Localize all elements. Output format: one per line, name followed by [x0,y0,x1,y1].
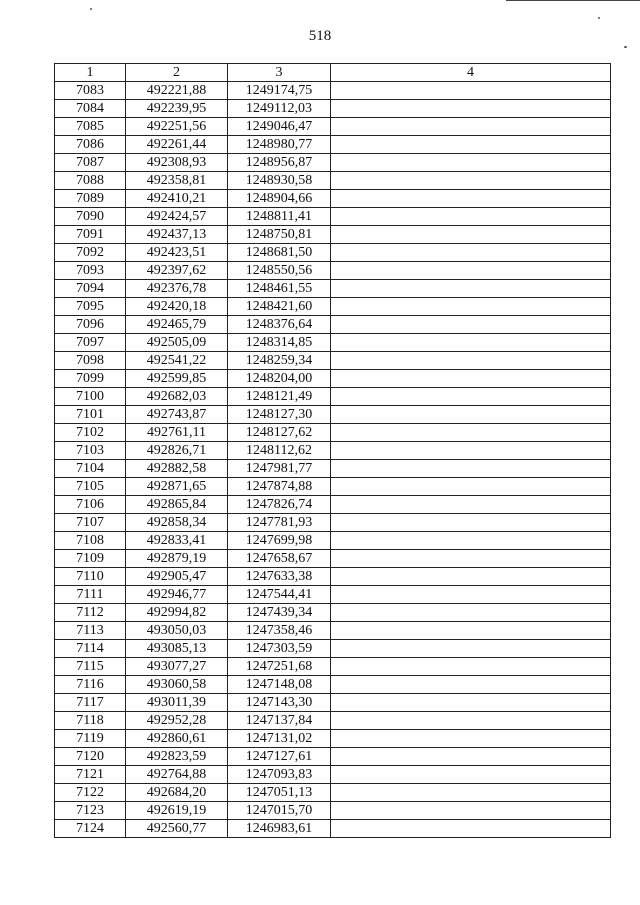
x-coordinate-cell: 492420,18 [126,298,228,316]
point-number-cell: 7088 [55,172,126,190]
table-row [55,478,611,496]
note-cell [331,496,611,514]
point-number-cell: 7104 [55,460,126,478]
note-cell [331,748,611,766]
y-coordinate-cell: 1247015,70 [228,802,331,820]
y-coordinate-cell: 1247137,84 [228,712,331,730]
note-cell [331,244,611,262]
table-row [55,532,611,550]
note-cell [331,172,611,190]
note-cell [331,226,611,244]
x-coordinate-cell: 492879,19 [126,550,228,568]
point-number-cell: 7120 [55,748,126,766]
table-row [55,640,611,658]
scan-speck [624,46,627,48]
x-coordinate-cell: 492865,84 [126,496,228,514]
y-coordinate-cell: 1247093,83 [228,766,331,784]
y-coordinate-cell: 1247051,13 [228,784,331,802]
table-row [55,460,611,478]
note-cell [331,514,611,532]
y-coordinate-cell: 1247439,34 [228,604,331,622]
note-cell [331,100,611,118]
x-coordinate-cell: 493077,27 [126,658,228,676]
note-cell [331,694,611,712]
table-row [55,136,611,154]
table-row [55,424,611,442]
note-cell [331,550,611,568]
point-number-cell: 7096 [55,316,126,334]
note-cell [331,316,611,334]
point-number-cell: 7111 [55,586,126,604]
point-number-cell: 7108 [55,532,126,550]
note-cell [331,532,611,550]
table-row [55,550,611,568]
coordinates-table [54,63,611,838]
x-coordinate-cell: 492599,85 [126,370,228,388]
note-cell [331,190,611,208]
y-coordinate-cell: 1248112,62 [228,442,331,460]
table-row [55,514,611,532]
x-coordinate-cell: 492946,77 [126,586,228,604]
y-coordinate-cell: 1248127,30 [228,406,331,424]
point-number-cell: 7085 [55,118,126,136]
y-coordinate-cell: 1246983,61 [228,820,331,838]
y-coordinate-cell: 1247127,61 [228,748,331,766]
scan-speck [90,8,92,10]
y-coordinate-cell: 1248421,60 [228,298,331,316]
x-coordinate-cell: 492251,56 [126,118,228,136]
x-coordinate-cell: 492905,47 [126,568,228,586]
table-row [55,298,611,316]
point-number-cell: 7098 [55,352,126,370]
point-number-cell: 7084 [55,100,126,118]
note-cell [331,442,611,460]
point-number-cell: 7117 [55,694,126,712]
y-coordinate-cell: 1249046,47 [228,118,331,136]
x-coordinate-cell: 492308,93 [126,154,228,172]
table-row [55,352,611,370]
note-cell [331,820,611,838]
x-coordinate-cell: 492619,19 [126,802,228,820]
note-cell [331,208,611,226]
table-row [55,280,611,298]
point-number-cell: 7123 [55,802,126,820]
point-number-cell: 7106 [55,496,126,514]
table-row [55,712,611,730]
point-number-cell: 7102 [55,424,126,442]
note-cell [331,118,611,136]
x-coordinate-cell: 492860,61 [126,730,228,748]
y-coordinate-cell: 1248904,66 [228,190,331,208]
x-coordinate-cell: 492682,03 [126,388,228,406]
y-coordinate-cell: 1247826,74 [228,496,331,514]
y-coordinate-cell: 1247544,41 [228,586,331,604]
x-coordinate-cell: 492882,58 [126,460,228,478]
x-coordinate-cell: 492684,20 [126,784,228,802]
point-number-cell: 7099 [55,370,126,388]
x-coordinate-cell: 492994,82 [126,604,228,622]
y-coordinate-cell: 1247699,98 [228,532,331,550]
note-cell [331,478,611,496]
point-number-cell: 7112 [55,604,126,622]
point-number-cell: 7119 [55,730,126,748]
y-coordinate-cell: 1247633,38 [228,568,331,586]
x-coordinate-cell: 492871,65 [126,478,228,496]
x-coordinate-cell: 492833,41 [126,532,228,550]
table-row [55,568,611,586]
point-number-cell: 7113 [55,622,126,640]
x-coordinate-cell: 492541,22 [126,352,228,370]
point-number-cell: 7118 [55,712,126,730]
x-coordinate-cell: 492743,87 [126,406,228,424]
note-cell [331,424,611,442]
x-coordinate-cell: 492465,79 [126,316,228,334]
note-cell [331,676,611,694]
x-coordinate-cell: 492376,78 [126,280,228,298]
x-coordinate-cell: 492397,62 [126,262,228,280]
table-row [55,766,611,784]
point-number-cell: 7097 [55,334,126,352]
x-coordinate-cell: 492761,11 [126,424,228,442]
x-coordinate-cell: 492560,77 [126,820,228,838]
table-row [55,658,611,676]
x-coordinate-cell: 492437,13 [126,226,228,244]
y-coordinate-cell: 1247143,30 [228,694,331,712]
x-coordinate-cell: 492261,44 [126,136,228,154]
table-row [55,388,611,406]
y-coordinate-cell: 1247658,67 [228,550,331,568]
note-cell [331,712,611,730]
note-cell [331,658,611,676]
x-coordinate-cell: 493060,58 [126,676,228,694]
note-cell [331,766,611,784]
note-cell [331,388,611,406]
point-number-cell: 7083 [55,82,126,100]
x-coordinate-cell: 492239,95 [126,100,228,118]
note-cell [331,622,611,640]
table-row [55,190,611,208]
x-coordinate-cell: 492952,28 [126,712,228,730]
x-coordinate-cell: 492358,81 [126,172,228,190]
table-row [55,694,611,712]
x-coordinate-cell: 492858,34 [126,514,228,532]
table-row [55,370,611,388]
note-cell [331,262,611,280]
table-row [55,406,611,424]
note-cell [331,460,611,478]
point-number-cell: 7100 [55,388,126,406]
scan-edge-line [506,0,640,1]
table-row [55,172,611,190]
point-number-cell: 7091 [55,226,126,244]
point-number-cell: 7086 [55,136,126,154]
table-row [55,226,611,244]
column-header-3: 3 [228,64,331,82]
table-row [55,334,611,352]
y-coordinate-cell: 1248314,85 [228,334,331,352]
note-cell [331,730,611,748]
table-row [55,586,611,604]
point-number-cell: 7093 [55,262,126,280]
x-coordinate-cell: 492410,21 [126,190,228,208]
point-number-cell: 7105 [55,478,126,496]
y-coordinate-cell: 1248204,00 [228,370,331,388]
note-cell [331,568,611,586]
table-row [55,604,611,622]
table-row [55,442,611,460]
y-coordinate-cell: 1248127,62 [228,424,331,442]
y-coordinate-cell: 1248980,77 [228,136,331,154]
y-coordinate-cell: 1247358,46 [228,622,331,640]
y-coordinate-cell: 1249174,75 [228,82,331,100]
table-row [55,118,611,136]
point-number-cell: 7101 [55,406,126,424]
y-coordinate-cell: 1248956,87 [228,154,331,172]
point-number-cell: 7109 [55,550,126,568]
point-number-cell: 7095 [55,298,126,316]
point-number-cell: 7087 [55,154,126,172]
note-cell [331,604,611,622]
column-header-4: 4 [331,64,611,82]
x-coordinate-cell: 492221,88 [126,82,228,100]
table-row [55,622,611,640]
scan-speck [598,17,600,19]
note-cell [331,82,611,100]
point-number-cell: 7121 [55,766,126,784]
x-coordinate-cell: 492764,88 [126,766,228,784]
point-number-cell: 7122 [55,784,126,802]
y-coordinate-cell: 1248811,41 [228,208,331,226]
y-coordinate-cell: 1248750,81 [228,226,331,244]
note-cell [331,136,611,154]
x-coordinate-cell: 492505,09 [126,334,228,352]
x-coordinate-cell: 492424,57 [126,208,228,226]
y-coordinate-cell: 1247981,77 [228,460,331,478]
table-row [55,676,611,694]
note-cell [331,352,611,370]
y-coordinate-cell: 1248121,49 [228,388,331,406]
y-coordinate-cell: 1247781,93 [228,514,331,532]
note-cell [331,640,611,658]
y-coordinate-cell: 1248930,58 [228,172,331,190]
x-coordinate-cell: 492423,51 [126,244,228,262]
table-row [55,82,611,100]
note-cell [331,406,611,424]
y-coordinate-cell: 1247131,02 [228,730,331,748]
y-coordinate-cell: 1248550,56 [228,262,331,280]
table-row [55,208,611,226]
table-row [55,154,611,172]
point-number-cell: 7094 [55,280,126,298]
y-coordinate-cell: 1247303,59 [228,640,331,658]
x-coordinate-cell: 493085,13 [126,640,228,658]
table-row [55,784,611,802]
x-coordinate-cell: 492826,71 [126,442,228,460]
table-header-row [55,64,611,82]
y-coordinate-cell: 1248681,50 [228,244,331,262]
point-number-cell: 7103 [55,442,126,460]
column-header-2: 2 [126,64,228,82]
point-number-cell: 7116 [55,676,126,694]
x-coordinate-cell: 493011,39 [126,694,228,712]
table-row [55,802,611,820]
y-coordinate-cell: 1247251,68 [228,658,331,676]
point-number-cell: 7092 [55,244,126,262]
table-row [55,748,611,766]
table-row [55,244,611,262]
point-number-cell: 7090 [55,208,126,226]
note-cell [331,298,611,316]
column-header-1: 1 [55,64,126,82]
y-coordinate-cell: 1249112,03 [228,100,331,118]
page-number: 518 [308,28,332,44]
point-number-cell: 7107 [55,514,126,532]
point-number-cell: 7114 [55,640,126,658]
note-cell [331,370,611,388]
table-row [55,496,611,514]
table-row [55,262,611,280]
point-number-cell: 7110 [55,568,126,586]
table-row [55,316,611,334]
table-row [55,820,611,838]
x-coordinate-cell: 493050,03 [126,622,228,640]
table-body [55,82,611,838]
y-coordinate-cell: 1248376,64 [228,316,331,334]
table-row [55,100,611,118]
point-number-cell: 7115 [55,658,126,676]
note-cell [331,334,611,352]
note-cell [331,784,611,802]
note-cell [331,280,611,298]
x-coordinate-cell: 492823,59 [126,748,228,766]
note-cell [331,154,611,172]
point-number-cell: 7124 [55,820,126,838]
point-number-cell: 7089 [55,190,126,208]
note-cell [331,802,611,820]
y-coordinate-cell: 1247148,08 [228,676,331,694]
table-row [55,730,611,748]
y-coordinate-cell: 1247874,88 [228,478,331,496]
note-cell [331,586,611,604]
y-coordinate-cell: 1248259,34 [228,352,331,370]
y-coordinate-cell: 1248461,55 [228,280,331,298]
